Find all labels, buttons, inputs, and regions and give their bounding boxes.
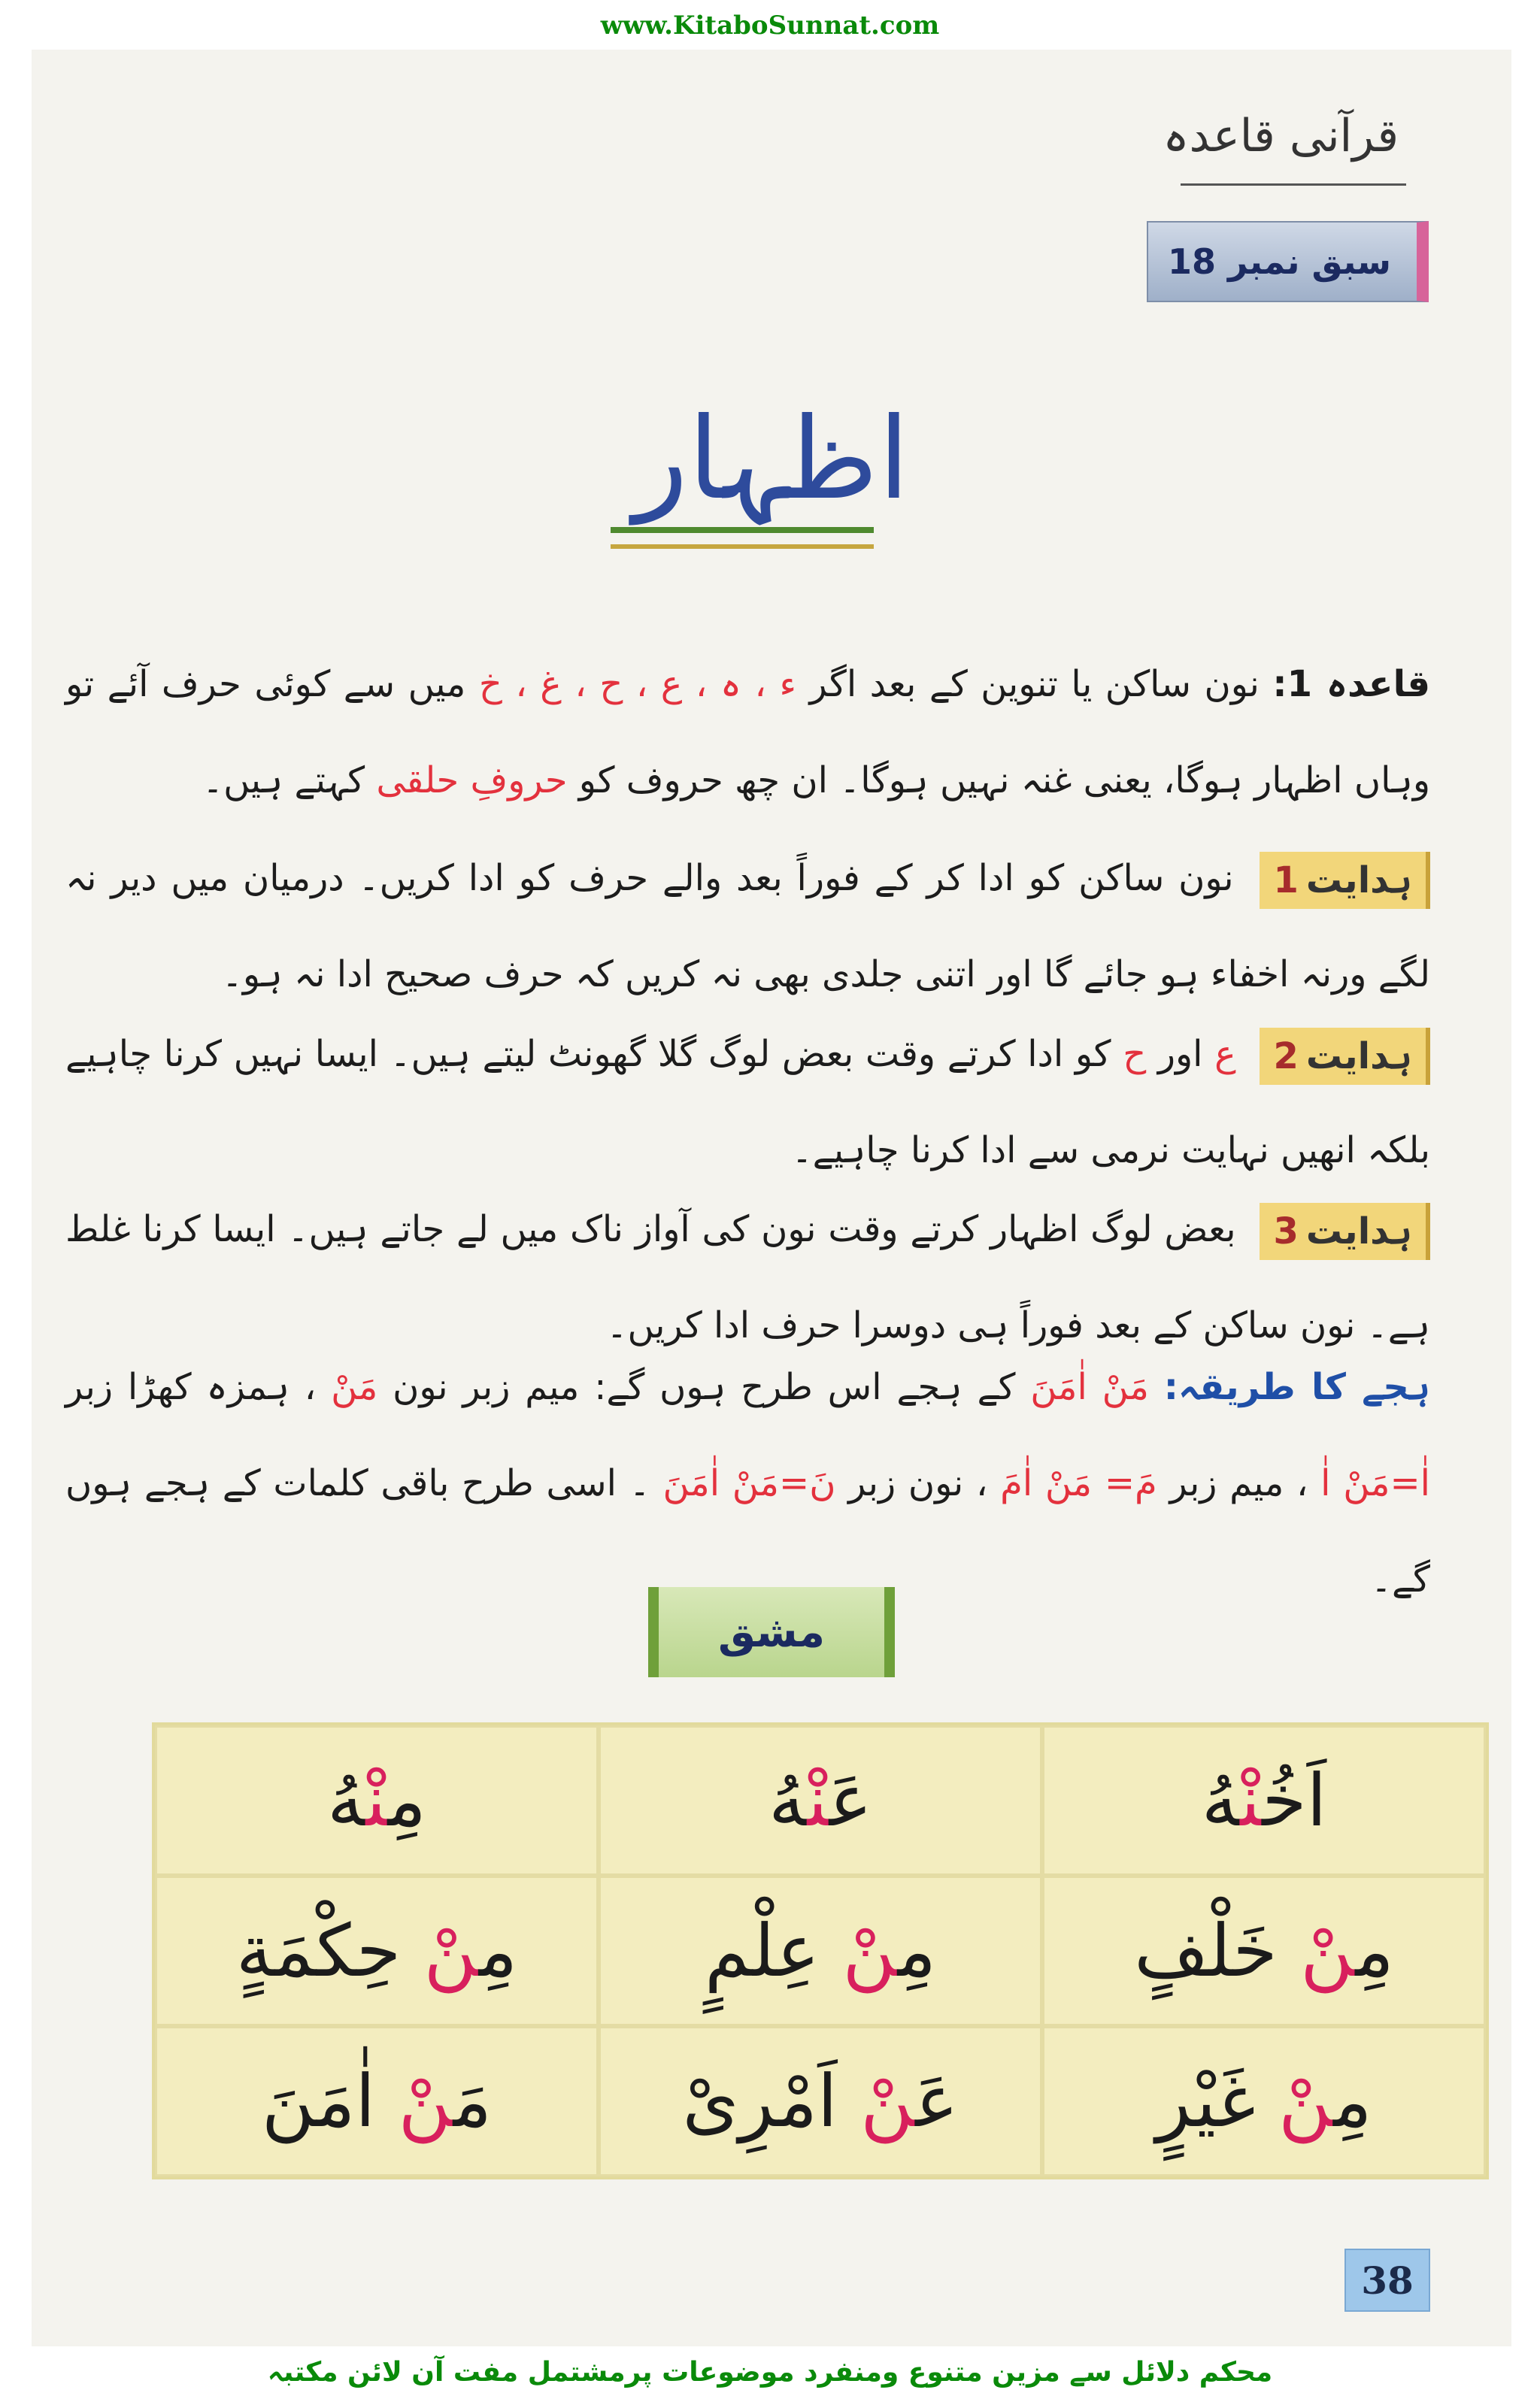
word-part: مِ bbox=[897, 1909, 936, 1993]
practice-word bbox=[1042, 1876, 1486, 2026]
practice-word bbox=[599, 1725, 1042, 1876]
hint-text: کو ادا کرتے وقت بعض لوگ گلا گھونٹ لیتے ہیں۔ ایسا نہیں کرنا چاہیے بلکہ انھیں نہایت نرمی سے ادا کرنا چاہیے۔ bbox=[65, 1033, 1430, 1171]
word-part: عِلْمٍ bbox=[705, 1909, 843, 1993]
word-part: اٰمَنَ bbox=[261, 2059, 399, 2143]
practice-word bbox=[1042, 2026, 1486, 2176]
noon-sakin: نْ bbox=[1278, 2059, 1334, 2143]
rule-term: حروفِ حلقی bbox=[376, 759, 568, 801]
word-part: مِ bbox=[387, 1758, 426, 1843]
word-part: عَ bbox=[915, 2059, 959, 2143]
rule-text-c: کہتے ہیں۔ bbox=[202, 759, 365, 801]
word-part: هُ bbox=[1201, 1758, 1241, 1843]
word-part: مِ bbox=[1333, 2059, 1372, 2143]
noon-sakin: نْ bbox=[1240, 1758, 1263, 1843]
spelling-text-b: ، ہمزہ کھڑا زبر bbox=[65, 1366, 317, 1408]
hint-letter-b: ح bbox=[1123, 1033, 1147, 1075]
page-title: اظہار bbox=[633, 394, 910, 525]
noon-sakin: نْ bbox=[807, 1758, 829, 1843]
practice-word bbox=[1042, 1725, 1486, 1876]
header-divider bbox=[1181, 183, 1406, 186]
noon-sakin: نْ bbox=[365, 1758, 388, 1843]
page-number: 38 bbox=[1344, 2249, 1430, 2312]
lesson-number-badge: سبق نمبر 18 bbox=[1147, 221, 1429, 302]
rule-text-b: میں سے کوئی حرف آئے تو وہاں اظہار ہوگا، یعنی غنہ نہیں ہوگا۔ ان چھ حروف کو bbox=[65, 663, 1430, 801]
spelling-text-e: ۔ اسی طرح باقی کلمات کے ہجے ہوں گے۔ bbox=[65, 1462, 1430, 1601]
spelling-paragraph bbox=[65, 1339, 1430, 1628]
word-part: مَ bbox=[453, 2059, 493, 2143]
word-part: اَمْرِىْ bbox=[682, 2059, 861, 2143]
practice-word bbox=[155, 2026, 599, 2176]
hint-2 bbox=[65, 1006, 1430, 1198]
spelling-text-a: کے ہجے اس طرح ہوں گے: میم زبر نون bbox=[393, 1366, 1016, 1408]
spelling-text-c: ، میم زبر bbox=[1169, 1462, 1308, 1504]
hint-and: اور bbox=[1157, 1033, 1203, 1075]
hint-label: ہدایت bbox=[1305, 1210, 1412, 1252]
book-title: قرآنی قاعدہ bbox=[1163, 110, 1399, 162]
hint-letter-a: ع bbox=[1214, 1033, 1236, 1075]
practice-word bbox=[155, 1725, 599, 1876]
hint-1 bbox=[65, 830, 1430, 1022]
spelling-w2: اٰ=مَنْ اٰ bbox=[1320, 1462, 1430, 1504]
hint-number: 1 bbox=[1273, 859, 1299, 901]
practice-heading: مشق bbox=[648, 1587, 895, 1677]
word-part: حِكْمَةٍ bbox=[235, 1909, 424, 1993]
library-banner[interactable]: محکم دلائل سے مزین متنوع ومنفرد موضوعات پرمشتمل مفت آن لائن مکتبہ bbox=[267, 2357, 1273, 2388]
hint-text: نون ساکن کو ادا کر کے فوراً بعد والے حرف کو ادا کریں۔ درمیان میں دیر نہ لگے ورنہ اخفاء ہو جائے گا اور اتنی جلدی بھی نہ کریں کہ حرف صحیح ادا نہ ہو۔ bbox=[65, 857, 1430, 995]
noon-sakin: نْ bbox=[1300, 1909, 1356, 1993]
hint-badge bbox=[1260, 1203, 1430, 1260]
spelling-word: مَنْ اٰمَنَ bbox=[1030, 1366, 1149, 1408]
word-part: عَ bbox=[829, 1758, 872, 1843]
noon-sakin: نْ bbox=[860, 2059, 916, 2143]
practice-word bbox=[599, 2026, 1042, 2176]
word-part: مِ bbox=[478, 1909, 518, 1993]
hint-number: 3 bbox=[1273, 1210, 1299, 1252]
spelling-w1: مَنْ bbox=[331, 1366, 378, 1408]
spelling-w4: نَ=مَنْ اٰمَنَ bbox=[662, 1462, 836, 1504]
word-part: هُ bbox=[327, 1758, 366, 1843]
word-part: خَلْفٍ bbox=[1134, 1909, 1301, 1993]
spelling-w3: مَ= مَنْ اٰمَ bbox=[1000, 1462, 1157, 1504]
book-page bbox=[32, 50, 1511, 2346]
hint-badge bbox=[1260, 1028, 1430, 1085]
spelling-label: ہجے کا طریقہ: bbox=[1163, 1366, 1431, 1408]
practice-word bbox=[599, 1876, 1042, 2026]
practice-word bbox=[155, 1876, 599, 2026]
hint-number: 2 bbox=[1273, 1035, 1299, 1077]
hint-label: ہدایت bbox=[1305, 1035, 1412, 1077]
word-part: مِ bbox=[1355, 1909, 1394, 1993]
rule-text-a: نون ساکن یا تنوین کے بعد اگر bbox=[809, 663, 1260, 705]
site-url[interactable]: www.KitaboSunnat.com bbox=[600, 11, 940, 41]
rule-label: قاعدہ 1: bbox=[1272, 663, 1431, 705]
title-underline-green bbox=[611, 527, 874, 533]
spelling-text-d: ، نون زبر bbox=[848, 1462, 988, 1504]
word-part: هُ bbox=[768, 1758, 808, 1843]
title-underline-gold bbox=[611, 544, 874, 549]
word-part: غَيْرٍ bbox=[1156, 2059, 1279, 2143]
hint-label: ہدایت bbox=[1305, 859, 1412, 901]
rule-paragraph bbox=[65, 636, 1430, 828]
noon-sakin: نْ bbox=[398, 2059, 453, 2143]
noon-sakin: نْ bbox=[842, 1909, 898, 1993]
hint-badge bbox=[1260, 852, 1430, 909]
noon-sakin: نْ bbox=[423, 1909, 479, 1993]
hint-text: بعض لوگ اظہار کرتے وقت نون کی آواز ناک میں لے جاتے ہیں۔ ایسا کرنا غلط ہے۔ نون ساکن کے بعد فوراً ہی دوسرا حرف ادا کریں۔ bbox=[65, 1208, 1430, 1346]
practice-table bbox=[152, 1722, 1489, 2179]
word-part: اَخُ bbox=[1262, 1758, 1327, 1843]
rule-letters: ء ، ہ ، ع ، ح ، غ ، خ bbox=[478, 663, 797, 705]
